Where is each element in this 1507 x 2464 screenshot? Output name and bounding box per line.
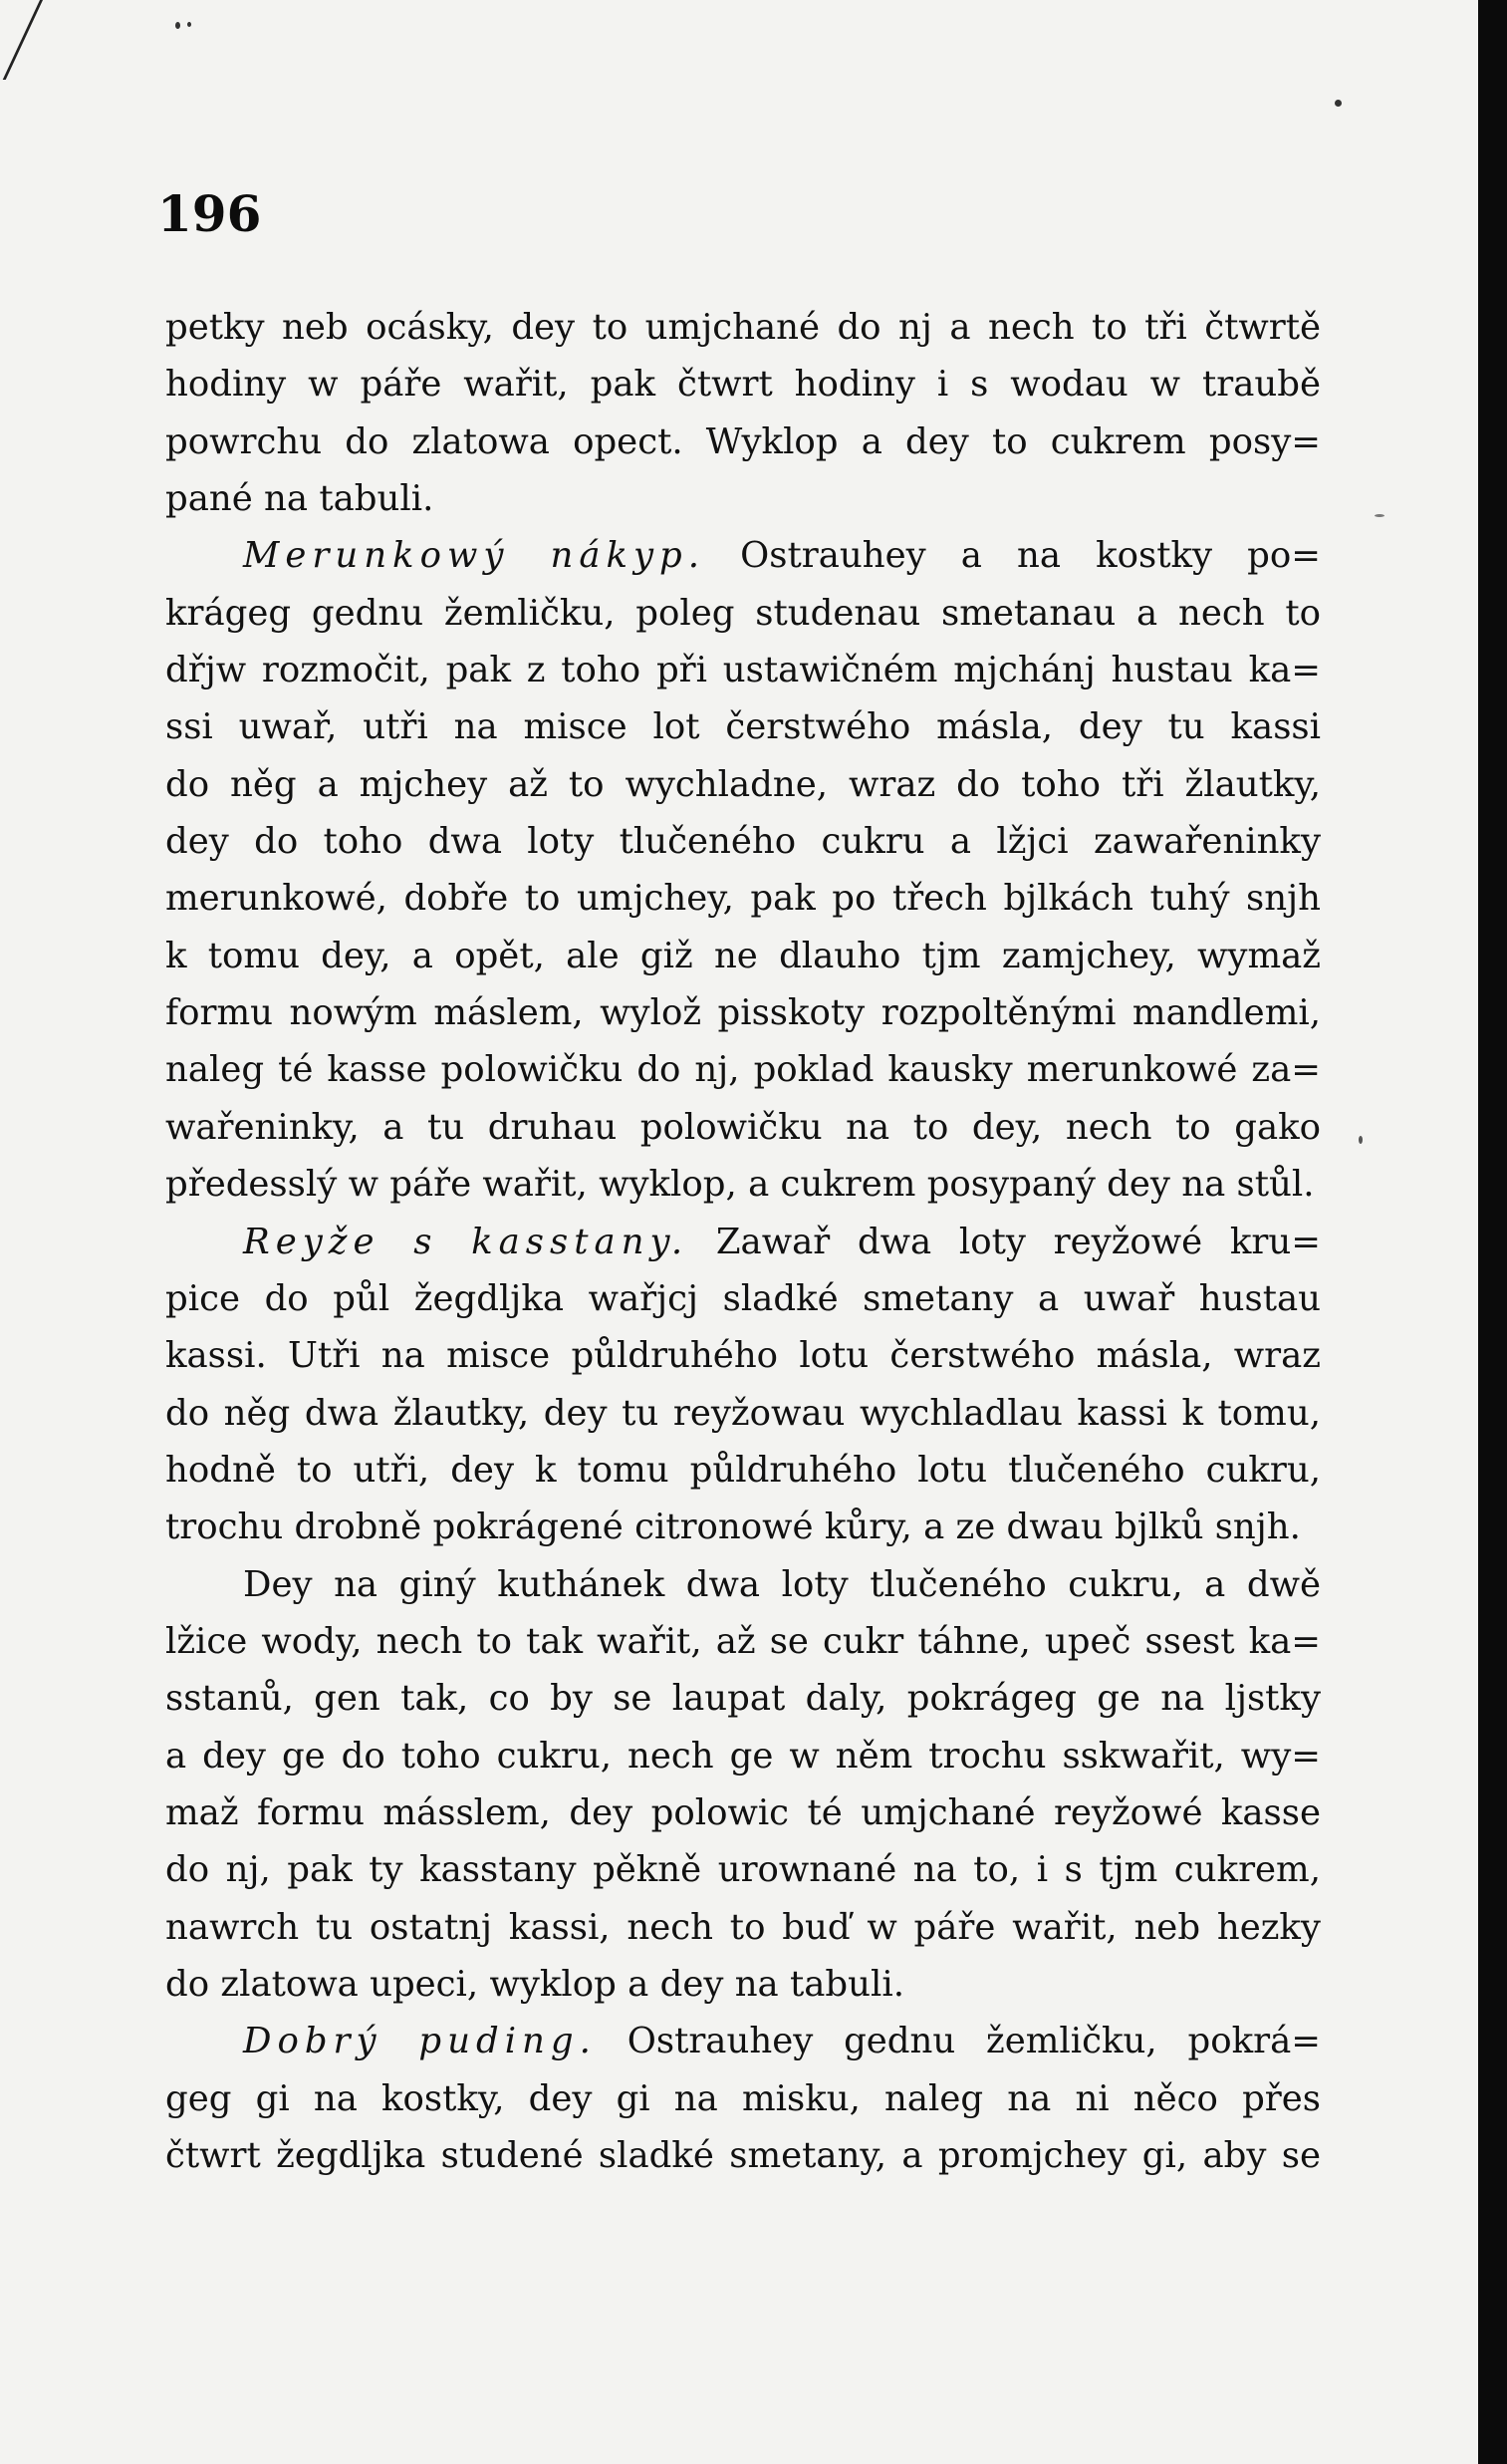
text-line: nawrch tu ostatnj kassi, nech to buď w páře wařit, neb hezky: [165, 1906, 1321, 1948]
text-line: Dey na giný kuthánek dwa loty tlučeného cukru, a dwě: [243, 1563, 1321, 1605]
text-line: maž formu másslem, dey polowic té umjchané reyžowé kasse: [165, 1791, 1321, 1833]
binding-mark: [0, 0, 43, 80]
ink-speck: [1359, 1136, 1363, 1144]
text-line: hodiny w páře wařit, pak čtwrt hodiny i s wodau w traubě: [165, 364, 1321, 406]
text-line: merunkowé, dobře to umjchey, pak po třech bjlkách tuhý snjh: [165, 878, 1321, 920]
recipe-heading: Merunkowý nákyp.: [243, 535, 706, 577]
recipe-heading: Dobrý puding.: [243, 2021, 597, 2062]
page-number: 196: [157, 184, 262, 243]
text-line: pané na tabuli.: [165, 478, 434, 520]
ink-speck: [1335, 100, 1342, 107]
text-line: petky neb ocásky, dey to umjchané do nj a nech to tři čtwrtě: [165, 307, 1321, 348]
ink-speck: [187, 22, 191, 27]
text-line: naleg té kasse polowičku do nj, poklad kausky merunkowé za=: [165, 1049, 1321, 1091]
text-line: k tomu dey, a opět, ale giž ne dlauho tjm zamjchey, wymaž: [165, 935, 1321, 976]
text-line: krágeg gednu žemličku, poleg studenau smetanau a nech to: [165, 592, 1321, 634]
text-line: a dey ge do toho cukru, nech ge w něm trochu sskwařit, wy=: [165, 1735, 1321, 1777]
text-line: předesslý w páře wařit, wyklop, a cukrem posypaný dey na stůl.: [165, 1164, 1315, 1206]
ink-speck: [1375, 514, 1384, 517]
text-line: [165, 1214, 1321, 1270]
text-line: dřjw rozmočit, pak z toho při ustawičném mjchánj hustau ka=: [165, 650, 1321, 691]
text-line: wařeninky, a tu druhau polowičku na to dey, nech to gako: [165, 1106, 1321, 1148]
text-line: hodně to utři, dey k tomu půldruhého lotu tlučeného cukru,: [165, 1449, 1321, 1491]
text-line: lžice wody, nech to tak wařit, až se cukr táhne, upeč ssest ka=: [165, 1620, 1321, 1662]
text-line: ssi uwař, utři na misce lot čerstwého másla, dey tu kassi: [165, 706, 1321, 748]
text-line: dey do toho dwa loty tlučeného cukru a lžjci zawařeninky: [165, 821, 1321, 863]
recipe-heading: Reyže s kasstany.: [243, 1221, 689, 1262]
text-line: formu nowým máslem, wylož pisskoty rozpoltěnými mandlemi,: [165, 992, 1321, 1034]
text-line: do něg dwa žlautky, dey tu reyžowau wychladlau kassi k tomu,: [165, 1392, 1321, 1434]
ink-speck: [175, 22, 180, 29]
text-line: čtwrt žegdljka studené sladké smetany, a promjchey gi, aby se: [165, 2135, 1321, 2176]
text-run: Zawař dwa loty reyžowé kru=: [715, 1221, 1321, 1262]
text-run: Ostrauhey a na kostky po=: [740, 535, 1321, 577]
text-line: do zlatowa upeci, wyklop a dey na tabuli.: [165, 1963, 905, 2005]
text-line: [165, 527, 1321, 584]
text-run: Ostrauhey gednu žemličku, pokrá=: [627, 2021, 1321, 2062]
text-line: kassi. Utři na misce půldruhého lotu čerstwého másla, wraz: [165, 1335, 1321, 1377]
text-line: trochu drobně pokrágené citronowé kůry, a ze dwau bjlků snjh.: [165, 1506, 1301, 1548]
text-line: do nj, pak ty kasstany pěkně urownané na to, i s tjm cukrem,: [165, 1849, 1321, 1891]
text-line: powrchu do zlatowa opect. Wyklop a dey to cukrem posy=: [165, 420, 1321, 462]
text-line: sstanů, gen tak, co by se laupat daly, pokrágeg ge na ljstky: [165, 1678, 1321, 1720]
text-line: do něg a mjchey až to wychladne, wraz do toho tři žlautky,: [165, 763, 1321, 805]
page-text: [165, 299, 1321, 2184]
text-line: [165, 2013, 1321, 2069]
text-line: pice do půl žegdljka wařjcj sladké smetany a uwař hustau: [165, 1277, 1321, 1319]
text-line: geg gi na kostky, dey gi na misku, naleg na ni něco přes: [165, 2077, 1321, 2119]
